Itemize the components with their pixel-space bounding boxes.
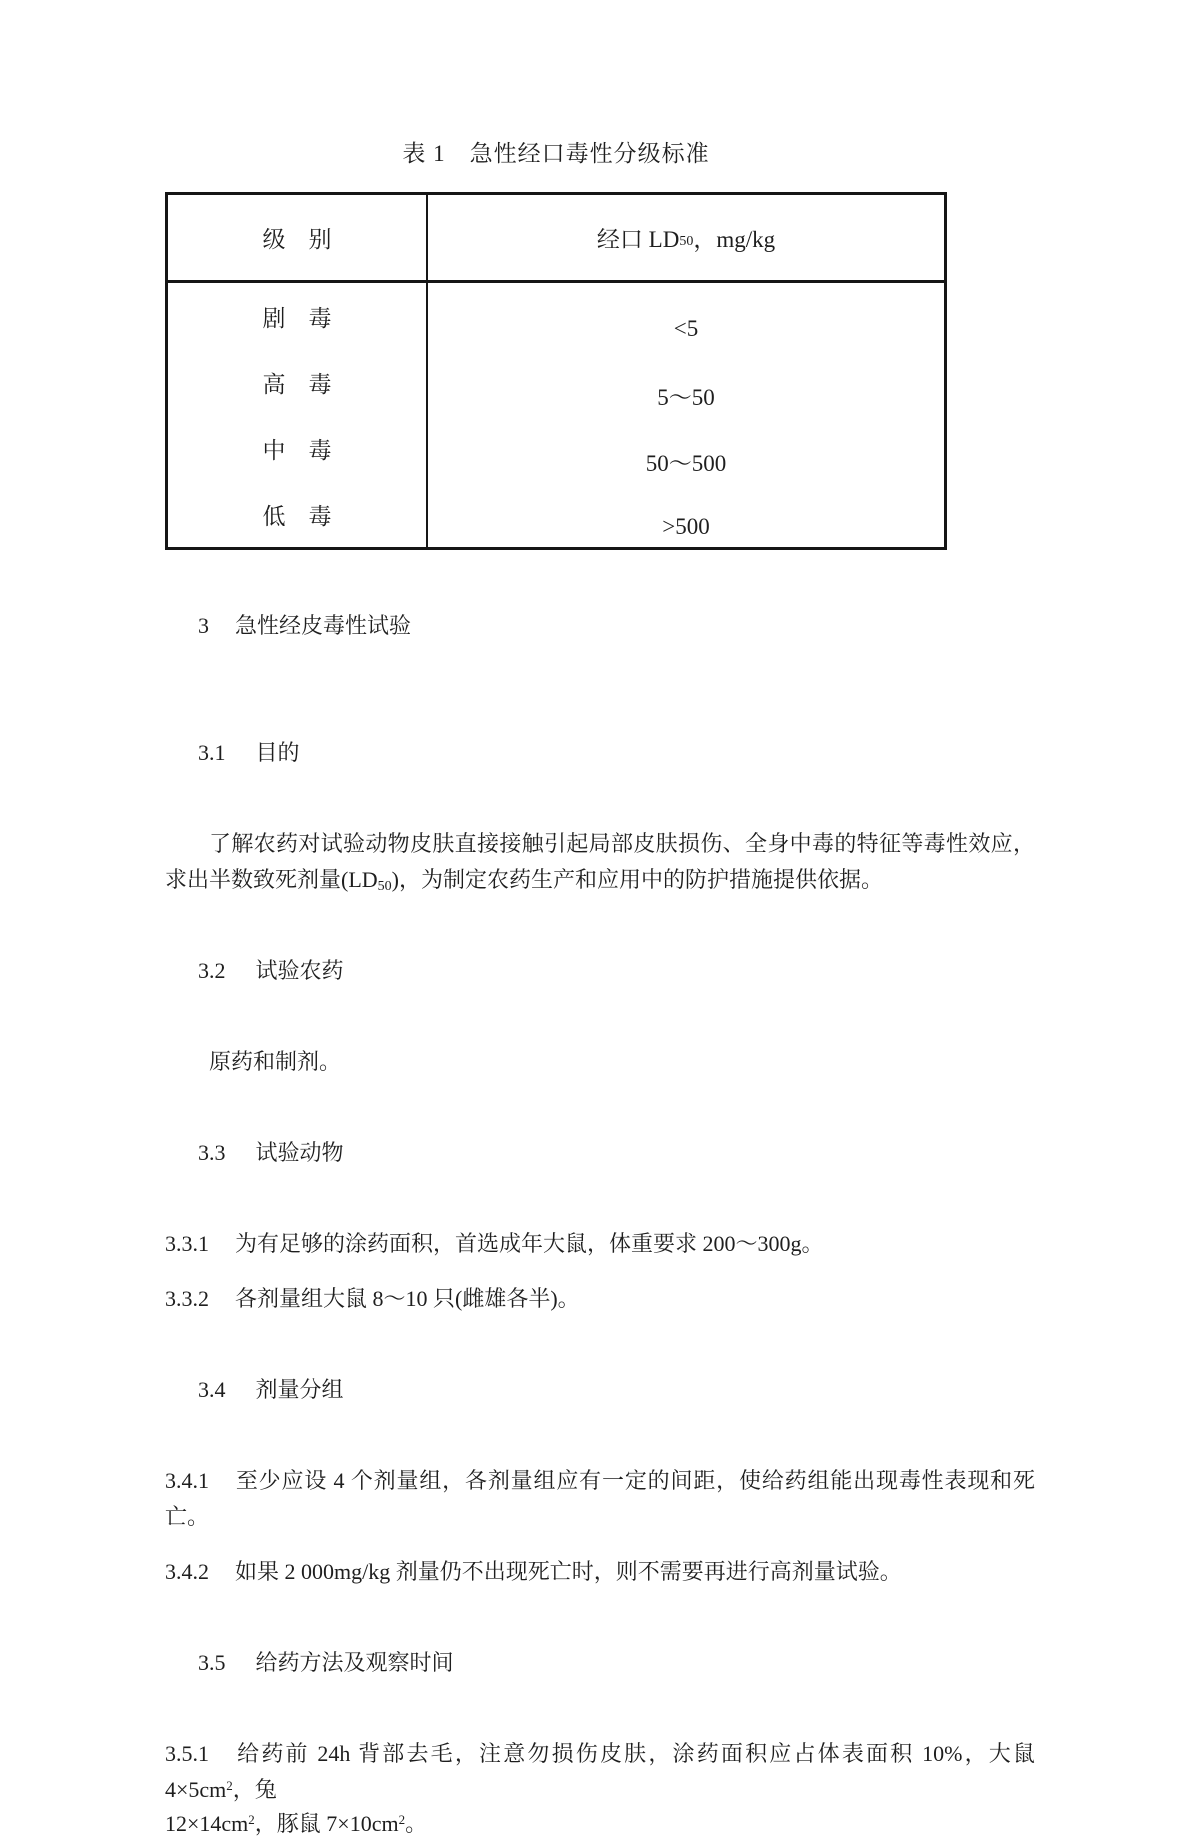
ld50-subscript: 50 <box>377 879 392 894</box>
cm2-superscript-1: 2 <box>226 1778 233 1793</box>
clause-3-4-2 <box>165 1554 1035 1590</box>
section-3-3-title: 试验动物 <box>255 1140 344 1165</box>
section-3-5-title: 给药方法及观察时间 <box>255 1650 454 1675</box>
cm2-superscript-3: 2 <box>398 1812 406 1827</box>
section-3-5-number: 3.5 <box>198 1650 226 1675</box>
paragraph-3-1-purpose <box>165 826 1035 898</box>
clause-3-5-1-text-2: ，兔 <box>232 1777 277 1802</box>
header-cell-level <box>168 195 428 280</box>
clause-3-4-2-number: 3.4.2 <box>165 1559 209 1584</box>
section-3-5-heading <box>165 1609 1035 1717</box>
clause-3-3-1 <box>165 1226 1035 1262</box>
table-value-high: 5～50 <box>657 384 715 410</box>
table-caption: 表 1 急性经口毒性分级标准 <box>402 141 710 166</box>
clause-3-3-2 <box>165 1281 1035 1317</box>
header-cell-dose <box>428 195 944 280</box>
section-3-2-title: 试验农药 <box>255 958 344 983</box>
table-value-extreme: <5 <box>673 316 699 341</box>
table-header-row <box>168 195 944 283</box>
clause-3-3-1-number: 3.3.1 <box>165 1231 209 1256</box>
table-col-values <box>428 283 944 547</box>
table-value-low: >500 <box>662 514 710 539</box>
clause-3-5-1-line2 <box>165 1808 1035 1840</box>
table-row-level-high: 高 毒 <box>262 371 332 397</box>
paragraph-3-1-text-1: 了解农药对试验动物皮肤直接接触引起局部皮肤损伤、全身中毒的特征等毒性效应，求出半数致死剂量(LD <box>165 831 1035 892</box>
cm2-superscript-2: 2 <box>248 1812 255 1827</box>
section-3-1-title: 目的 <box>255 740 300 765</box>
table-row-level-moderate: 中 毒 <box>262 437 332 463</box>
clause-3-5-1-text-5: 。 <box>405 1811 428 1836</box>
section-3-4-number: 3.4 <box>198 1377 226 1402</box>
clause-3-4-1-number: 3.4.1 <box>165 1468 209 1493</box>
table-col-levels <box>168 283 428 547</box>
clause-3-3-2-text: 各剂量组大鼠 8～10 只(雌雄各半)。 <box>235 1286 580 1311</box>
clause-3-4-2-text: 如果 2 000mg/kg 剂量仍不出现死亡时，则不需要再进行高剂量试验。 <box>235 1559 902 1584</box>
table-row-level-low: 低 毒 <box>262 503 332 529</box>
clause-3-5-1-text-1: 给药前 24h 背部去毛，注意勿损伤皮肤，涂药面积应占体表面积 10%，大鼠 4×5cm <box>165 1741 1035 1802</box>
section-3-3-number: 3.3 <box>198 1140 226 1165</box>
header-dose-suffix: ，mg/kg <box>693 227 776 252</box>
clause-3-4-1-text: 至少应设 4 个剂量组，各剂量组应有一定的间距，使给药组能出现毒性表现和死亡。 <box>165 1468 1035 1529</box>
section-3-4-heading <box>165 1336 1035 1444</box>
section-3-3-heading <box>165 1099 1035 1207</box>
header-dose-subscript: 50 <box>679 233 694 249</box>
clause-3-4-1 <box>165 1463 1035 1535</box>
header-level-label: 级 别 <box>262 227 332 252</box>
table-value-moderate: 50～500 <box>645 450 727 476</box>
section-3-2-heading <box>165 917 1035 1025</box>
toxicity-table <box>165 192 947 550</box>
header-dose-prefix: 经口 LD <box>596 227 680 252</box>
section-3-4-title: 剂量分组 <box>255 1377 344 1402</box>
table-row-level-extreme: 剧 毒 <box>262 305 332 331</box>
section-3-heading <box>165 572 1035 680</box>
section-3-number: 3 <box>198 613 209 638</box>
clause-3-5-1-number: 3.5.1 <box>165 1741 209 1766</box>
section-3-1-number: 3.1 <box>198 740 226 765</box>
section-3-1-heading <box>165 699 1035 807</box>
section-3-2-number: 3.2 <box>198 958 226 983</box>
clause-3-3-2-number: 3.3.2 <box>165 1286 209 1311</box>
clause-3-5-1 <box>165 1736 1035 1840</box>
table-body <box>168 283 944 547</box>
clause-3-5-1-text-3: 12×14cm <box>165 1811 249 1836</box>
paragraph-3-1-text-2: )，为制定农药生产和应用中的防护措施提供依据。 <box>391 867 883 892</box>
clause-3-5-1-text-4: ，豚鼠 7×10cm <box>254 1811 399 1836</box>
section-3-title: 急性经皮毒性试验 <box>235 613 412 638</box>
paragraph-3-2-text: 原药和制剂。 <box>209 1049 342 1074</box>
clause-3-3-1-text: 为有足够的涂药面积，首选成年大鼠，体重要求 200～300g。 <box>235 1231 824 1256</box>
